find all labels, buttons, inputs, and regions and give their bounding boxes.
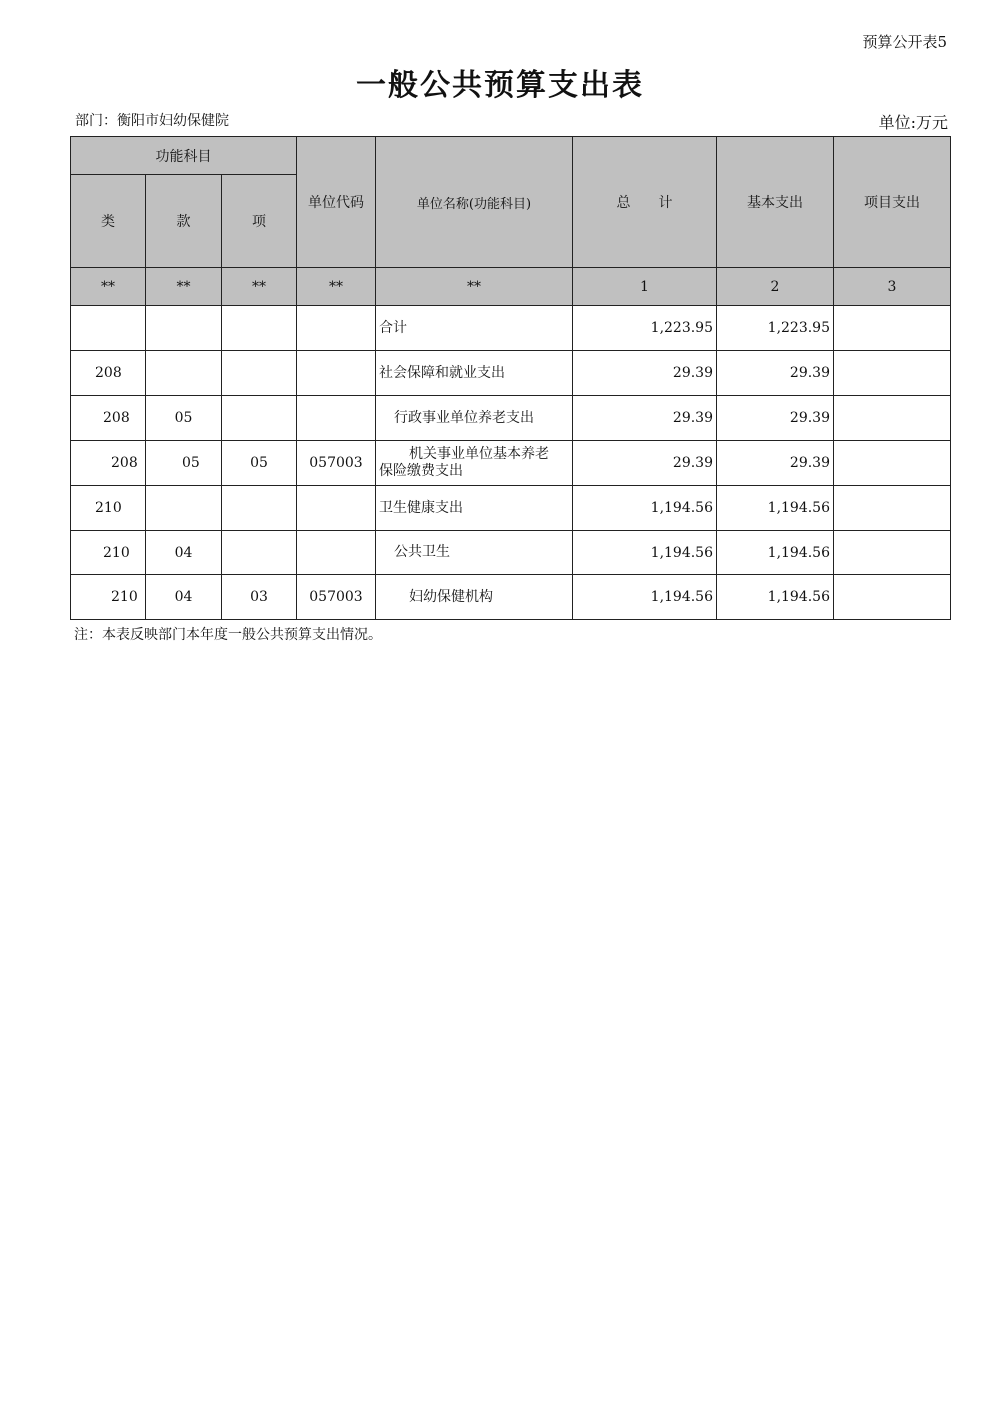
cell-total: 1,223.95 [573,306,717,351]
header-basic: 基本支出 [717,137,834,268]
cell-xiang [222,531,297,575]
table-row [71,575,951,620]
page-title: 一般公共预算支出表 [356,68,644,103]
index-cell: ** [297,268,376,306]
table-row [71,486,951,531]
cell-lei: 210 [71,575,146,620]
cell-basic: 29.39 [717,396,834,441]
cell-name: 妇幼保健机构 [376,575,573,620]
budget-table [70,136,951,620]
cell-name: 社会保障和就业支出 [376,351,573,396]
index-row [71,268,951,306]
cell-lei: 208 [71,351,146,396]
cell-xiang [222,351,297,396]
cell-name: 公共卫生 [376,531,573,575]
cell-name: 合计 [376,306,573,351]
table-row [71,441,951,486]
cell-total: 1,194.56 [573,486,717,531]
cell-total: 29.39 [573,441,717,486]
index-cell: ** [71,268,146,306]
table-row [71,351,951,396]
form-number: 预算公开表5 [862,33,947,51]
index-cell: 3 [834,268,951,306]
cell-code: 057003 [297,575,376,620]
cell-project [834,575,951,620]
header-total: 总 计 [573,137,717,268]
cell-lei [71,306,146,351]
header-unit-code: 单位代码 [297,137,376,268]
cell-kuan [146,486,222,531]
table-row [71,531,951,575]
unit-label: 单位:万元 [878,113,948,132]
index-cell: 1 [573,268,717,306]
cell-kuan [146,306,222,351]
cell-total: 1,194.56 [573,531,717,575]
cell-code [297,306,376,351]
cell-code: 057003 [297,441,376,486]
cell-xiang: 05 [222,441,297,486]
cell-project [834,396,951,441]
cell-lei: 210 [71,486,146,531]
cell-code [297,486,376,531]
cell-xiang: 03 [222,575,297,620]
cell-basic: 1,194.56 [717,575,834,620]
department-label: 部门：衡阳市妇幼保健院 [75,113,229,129]
cell-project [834,306,951,351]
cell-kuan [146,351,222,396]
cell-project [834,531,951,575]
cell-code [297,351,376,396]
cell-lei: 210 [71,531,146,575]
cell-name [376,441,573,486]
cell-code [297,531,376,575]
cell-total: 29.39 [573,351,717,396]
table-row [71,396,951,441]
index-cell: ** [376,268,573,306]
header-func-subject: 功能科目 [71,137,297,175]
cell-basic: 29.39 [717,351,834,396]
cell-name-line2: 保险缴费支出 [379,463,463,479]
cell-project [834,441,951,486]
cell-xiang [222,306,297,351]
cell-xiang [222,396,297,441]
cell-basic: 29.39 [717,441,834,486]
cell-lei: 208 [71,396,146,441]
cell-total: 29.39 [573,396,717,441]
header-kuan: 款 [146,175,222,268]
index-cell: ** [146,268,222,306]
header-unit-name: 单位名称(功能科目) [376,137,573,268]
cell-code [297,396,376,441]
cell-total: 1,194.56 [573,575,717,620]
cell-kuan: 05 [146,396,222,441]
cell-basic: 1,223.95 [717,306,834,351]
cell-xiang [222,486,297,531]
footnote: 注：本表反映部门本年度一般公共预算支出情况。 [74,627,382,643]
cell-basic: 1,194.56 [717,531,834,575]
header-xiang: 项 [222,175,297,268]
header-lei: 类 [71,175,146,268]
cell-kuan: 04 [146,531,222,575]
index-cell: 2 [717,268,834,306]
cell-basic: 1,194.56 [717,486,834,531]
cell-project [834,351,951,396]
cell-project [834,486,951,531]
cell-lei: 208 [71,441,146,486]
table-row [71,306,951,351]
cell-name: 卫生健康支出 [376,486,573,531]
cell-name: 行政事业单位养老支出 [376,396,573,441]
cell-kuan: 04 [146,575,222,620]
cell-name-line1: 机关事业单位基本养老 [409,446,549,462]
cell-kuan: 05 [146,441,222,486]
header-project: 项目支出 [834,137,951,268]
index-cell: ** [222,268,297,306]
